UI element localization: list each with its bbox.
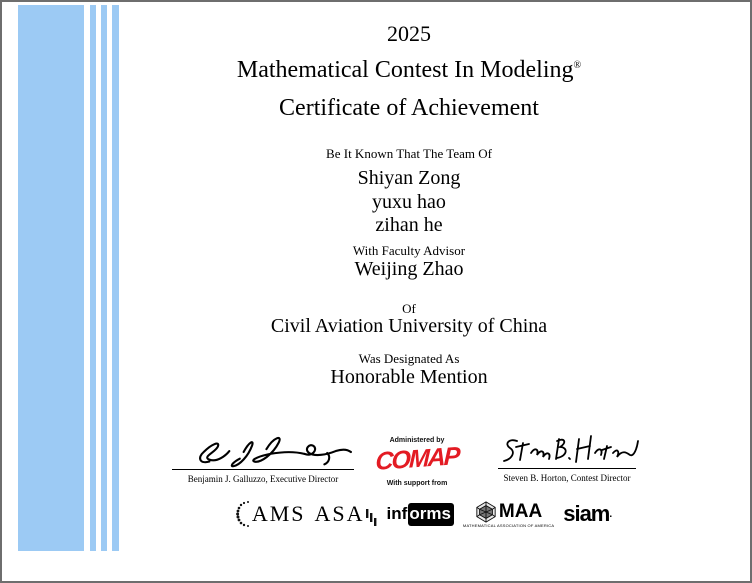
ams-logo: [235, 500, 306, 528]
institution-name: Civil Aviation University of China: [270, 315, 548, 337]
informs-logo-boxed: orms: [408, 503, 454, 526]
advisor-intro-label: With Faculty Advisor: [352, 243, 466, 258]
comap-block: [367, 437, 467, 487]
asa-bars-icon: [366, 509, 378, 527]
siam-logo: [563, 501, 611, 527]
decorative-band-wide: [18, 5, 84, 551]
certificate-subtitle: Certificate of Achievement: [279, 95, 539, 121]
contest-director-name: Steven B. Horton, Contest Director: [503, 473, 631, 483]
administered-by-label: Administered by: [389, 437, 445, 444]
maa-icosahedron-icon: [475, 501, 497, 523]
ams-logo-text: AMS: [251, 501, 306, 526]
maa-logo: [463, 501, 554, 528]
team-member-3: zihan he: [375, 214, 443, 236]
advisor-name: Weijing Zhao: [354, 258, 464, 280]
designated-intro-label: Was Designated As: [358, 351, 460, 366]
contest-title: [119, 57, 699, 84]
ams-arc-icon: [235, 500, 251, 528]
certificate-body: [119, 2, 699, 581]
team-member-1: Shiyan Zong: [357, 167, 461, 189]
maa-logo-text: MAA: [498, 501, 543, 522]
contest-title-text: Mathematical Contest In Modeling: [236, 57, 574, 83]
year: 2025: [387, 21, 431, 46]
support-from-label: With support from: [386, 480, 448, 487]
comap-logo: COMAP: [375, 442, 459, 476]
informs-logo-prefix: inf: [386, 504, 408, 523]
decorative-stripe-2: [101, 5, 107, 551]
team-member-2: yuxu hao: [372, 191, 446, 213]
team-intro-label: Be It Known That The Team Of: [326, 146, 492, 161]
informs-logo: [387, 503, 454, 526]
executive-director-signature: [190, 433, 358, 471]
decorative-stripe-1: [90, 5, 96, 551]
asa-logo-text: ASA: [314, 501, 365, 526]
sponsor-logo-row: [251, 496, 612, 532]
maa-logo-caption: MATHEMATICAL ASSOCIATION OF AMERICA: [462, 522, 555, 528]
executive-director-name: Benjamin J. Galluzzo, Executive Director: [187, 474, 339, 484]
signature-line-left: [172, 469, 354, 470]
siam-logo-text: siam: [563, 501, 610, 526]
siam-logo-mark: .: [609, 508, 612, 520]
asa-logo: [315, 501, 378, 527]
decorative-stripe-3: [112, 5, 119, 551]
signature-line-right: [498, 468, 636, 469]
designation: Honorable Mention: [330, 366, 488, 388]
registered-mark: ®: [573, 60, 582, 71]
of-label: Of: [402, 301, 416, 316]
contest-director-signature: [499, 432, 639, 470]
